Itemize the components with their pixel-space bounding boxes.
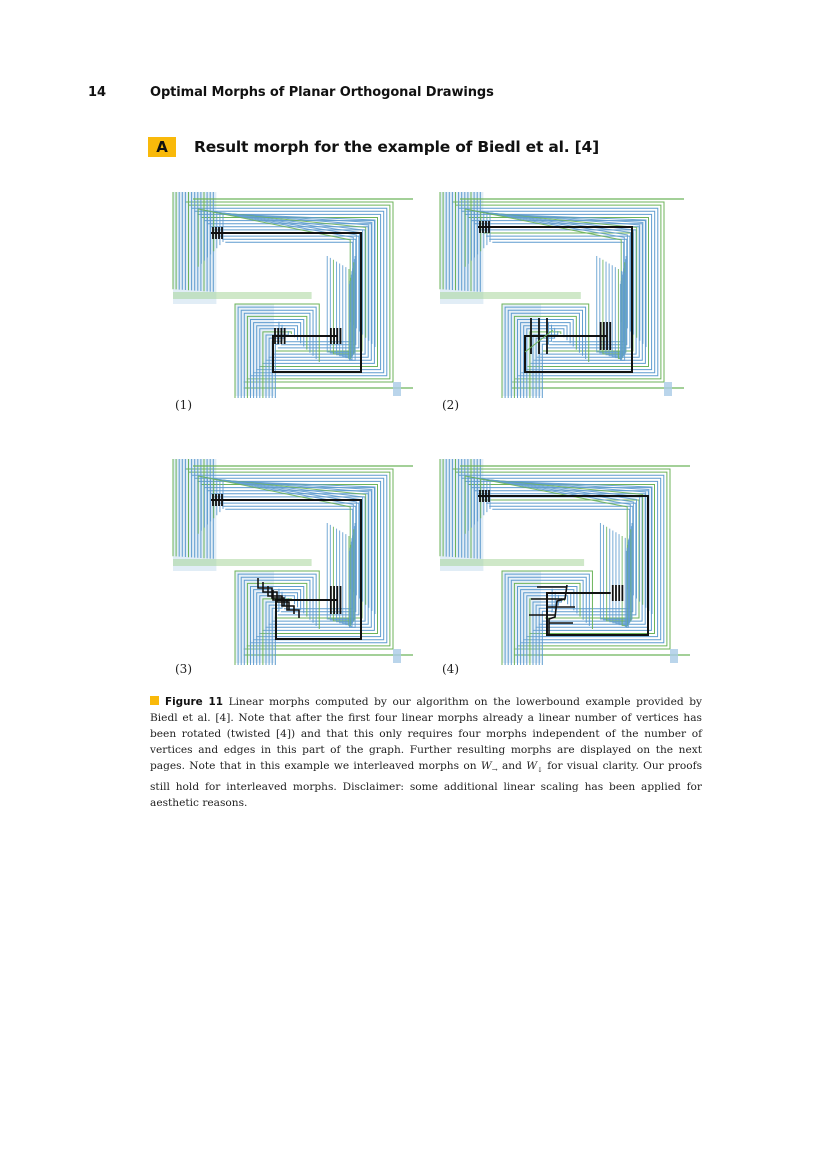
- panel-label-4: (4): [442, 662, 459, 676]
- caption-square-icon: [150, 696, 159, 705]
- math-w-down: [526, 760, 543, 775]
- orthogonal-drawing: [163, 186, 415, 402]
- orthogonal-drawing: [163, 453, 415, 669]
- morph-panel-2: [430, 186, 686, 402]
- caption-text-2: for visual clarity. Our proofs still hold for interleaved morphs. Disclaimer: some additional linear scaling has been applied for aesthetic reasons.: [150, 760, 703, 809]
- morph-panel-3: [163, 453, 415, 669]
- orthogonal-drawing: [430, 453, 692, 669]
- page-number: 14: [88, 85, 107, 100]
- section-badge: A: [148, 137, 176, 157]
- math-w-right: [480, 760, 498, 775]
- morph-panel-1: [163, 186, 415, 402]
- figure-label: Figure 11: [165, 696, 223, 708]
- section-title: Result morph for the example of Biedl et al. [4]: [194, 138, 599, 156]
- morph-panel-4: [430, 453, 692, 669]
- math-w: W: [480, 760, 492, 773]
- math-sub-right-arrow: →: [491, 766, 498, 775]
- caption-text-and: and: [497, 760, 527, 773]
- figure-caption: [150, 694, 702, 811]
- panel-label-1: (1): [175, 398, 192, 412]
- orthogonal-drawing: [430, 186, 686, 402]
- caption-text-1: Linear morphs computed by our algorithm on the lowerbound example provided by Biedl et al. [4]. Note that after the first four linear morphs already a linear number of vertices has been rotated (twisted [4]) and that this only requires four morphs independent of the number of vertices and edges in this part of the graph. Further resulting morphs are displayed on the next pages. Note that in this example we interleaved morphs on: [150, 696, 702, 773]
- panel-label-2: (2): [442, 398, 459, 412]
- math-sub-down-arrow: ↓: [537, 766, 543, 775]
- math-w: W: [526, 760, 538, 773]
- running-header: Optimal Morphs of Planar Orthogonal Drawings: [150, 85, 494, 100]
- panel-label-3: (3): [175, 662, 192, 676]
